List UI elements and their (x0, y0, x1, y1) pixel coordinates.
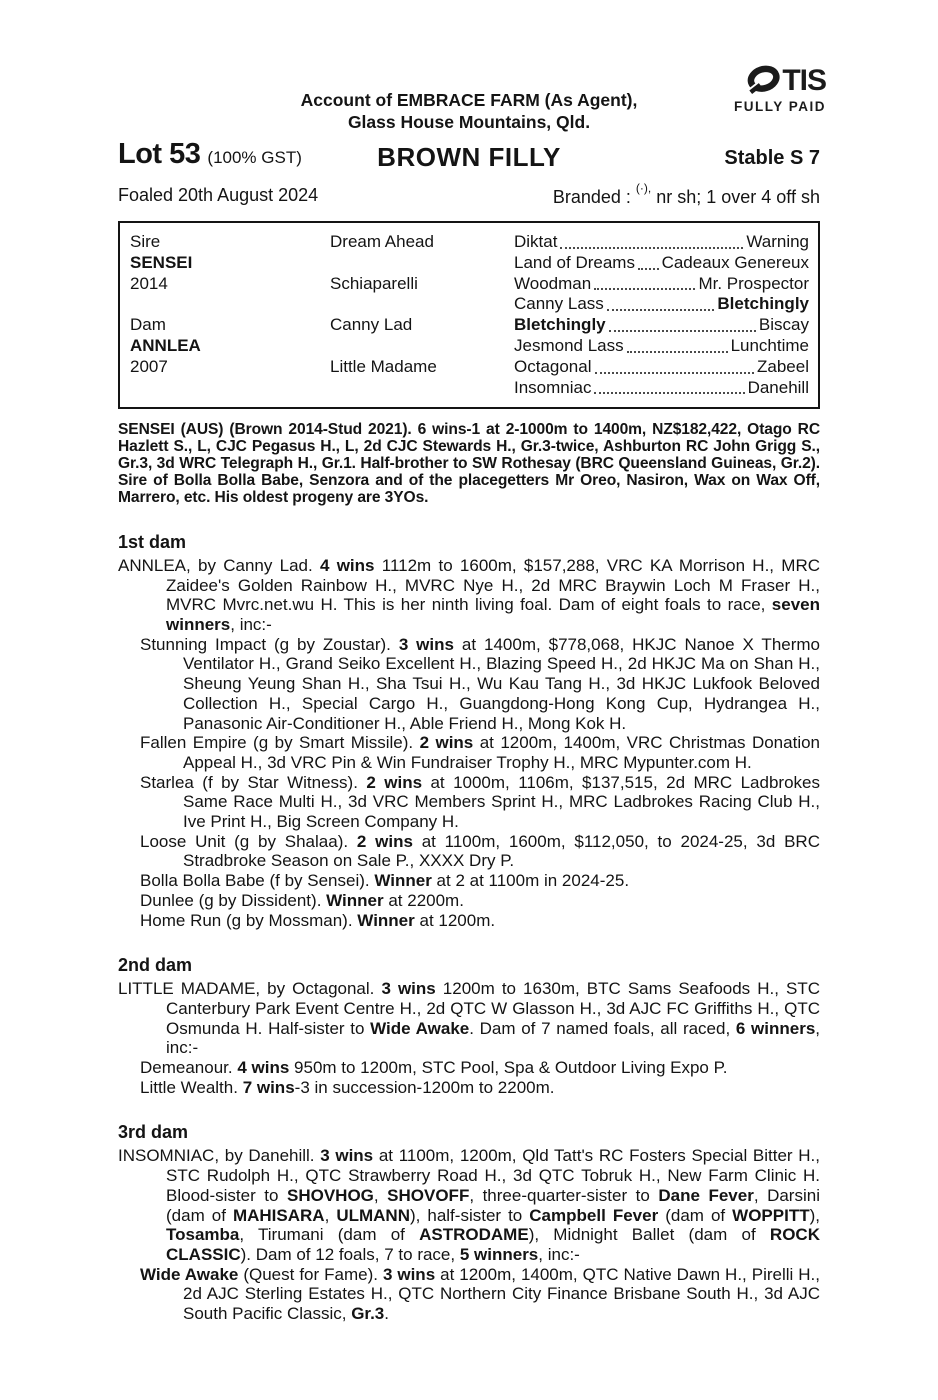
emphasized-text: Wide Awake (370, 1018, 470, 1038)
body-text: , inc:- (538, 1245, 580, 1264)
progeny-entry (118, 733, 820, 772)
ancestor-name: Insomniac (514, 377, 592, 397)
body-text: at 1200m. (414, 910, 496, 930)
pedigree-gen3-cell (514, 378, 809, 399)
body-text: -3 in succession-1200m to 2200m. (294, 1077, 555, 1097)
ancestor-name: Danehill (747, 377, 809, 397)
progeny-entry (118, 832, 820, 871)
emphasized-text: 3 wins (381, 979, 436, 999)
emphasized-text: 7 wins (242, 1077, 295, 1097)
brand-mark-symbol: (·), (635, 181, 652, 195)
body-text: Stunning Impact (g by Zoustar). (140, 634, 399, 654)
emphasized-text: 4 wins (237, 1058, 290, 1078)
emphasized-text: 3 wins (320, 1146, 374, 1166)
emphasized-text: Tosamba (166, 1225, 240, 1245)
ancestor-name: Cadeaux Genereux (661, 252, 809, 272)
ancestor-name: Octagonal (514, 356, 592, 376)
branded-text: nr sh; 1 over 4 off sh (656, 187, 820, 207)
emphasized-text: 2 wins (356, 831, 413, 851)
emphasized-text: MAHISARA (232, 1205, 325, 1225)
pedigree-table (118, 221, 820, 409)
emphasized-text: Winner (374, 871, 432, 891)
emphasized-text: ROCK CLASSIC (166, 1225, 820, 1264)
body-text: ), Midnight Ballet (dam of (528, 1225, 770, 1245)
pedigree-gen3-cell (514, 315, 809, 336)
ancestor-name: Zabeel (757, 356, 809, 376)
vendor-account (118, 90, 820, 133)
pedigree-gen1-cell: 2007 (130, 356, 168, 376)
dotted-leader (609, 315, 756, 332)
pedigree-gen2-cell: Canny Lad (330, 315, 413, 335)
pedigree-gen3-cell (514, 294, 809, 315)
body-text: Fallen Empire (g by Smart Missile). (140, 733, 420, 753)
body-text: . Dam of 7 named foals, all raced, (469, 1018, 736, 1038)
body-text: Starlea (f by Star Witness). (140, 772, 367, 792)
section-heading: 3rd dam (118, 1122, 189, 1143)
ancestor-name: Lunchtime (730, 335, 809, 355)
dotted-leader (594, 378, 744, 395)
body-text: at 1100m, 1600m, $112,050, to 2024-25, 3d BRC Stradbroke Season on Sale P., XXXX Dry P. (183, 831, 820, 871)
progeny-entry (118, 1078, 820, 1098)
pedigree-row (130, 378, 809, 399)
emphasized-text: WOPPITT (732, 1205, 810, 1225)
pedigree-row (130, 336, 809, 357)
progeny-entry (118, 871, 820, 891)
pedigree-gen2-cell (330, 253, 514, 274)
body-text: , (324, 1205, 337, 1225)
dotted-leader (595, 357, 755, 374)
body-text: at 1400m, $778,068, HKJC Nanoe X Thermo Ventilator H., Grand Seiko Excellent H., Blazing Speed H., 2d HKJC Ma on Shan H., Sheung Yeung Shan H., Sha Tsui H., Wu Kau Tang H., 3d HKJC Lukfook Beloved Collection H., Special Cargo H., Guangdong-Hong Kong Cup, Hydrangea H., Panasonic Air-Conditioner H., Able Friend H., Mong Kok H. (183, 634, 820, 733)
lot-number: Lot 53 (118, 138, 201, 170)
emphasized-text: Dane Fever (658, 1185, 754, 1205)
logo-subtitle: FULLY PAID (733, 99, 826, 114)
brand-description (552, 181, 820, 208)
body-text: , inc:- (230, 615, 272, 635)
body-text: at 1200m, 1400m, VRC Christmas Donation Appeal H., 3d VRC Pin & Win Fundraiser Trophy H., MRC Mypunter.com H. (183, 733, 821, 772)
progeny-entry (118, 891, 820, 911)
stable-number: Stable S 7 (724, 147, 820, 169)
gst-note: (100% GST) (207, 148, 302, 167)
pedigree-row (130, 274, 809, 295)
body-text: INSOMNIAC, by Danehill. (118, 1146, 321, 1166)
emphasized-text: SHOVOFF (387, 1185, 470, 1205)
pedigree-gen2-cell: Little Madame (330, 356, 437, 376)
dotted-leader (560, 232, 743, 249)
dotted-leader (627, 336, 728, 353)
pedigree-gen3-cell (514, 232, 809, 253)
dam-paragraph (118, 979, 820, 1058)
body-text: ), half-sister to (409, 1205, 530, 1225)
section-heading: 2nd dam (118, 955, 193, 976)
body-text: at 2 at 1100m in 2024-25. (431, 871, 630, 891)
ancestor-name: Canny Lass (514, 294, 604, 314)
body-text: . (384, 1304, 390, 1324)
page-header (118, 0, 826, 208)
vendor-account-line: Account of EMBRACE FARM (As Agent), (300, 90, 638, 110)
pedigree-gen1-cell: 2014 (130, 273, 168, 293)
foaled-date: Foaled 20th August 2024 (118, 185, 319, 205)
emphasized-text: 3 wins (398, 634, 454, 654)
pedigree-row (130, 232, 809, 253)
body-text: at 1000m, 1106m, $137,515, 2d MRC Ladbrokes Same Race Multi H., 3d VRC Members Sprint H., MRC Ladbrokes Racing Club H., Ive Print H., Big Screen Company H. (183, 772, 820, 832)
body-text: at 1100m, 1200m, Qld Tatt's RC Fosters Special Bitter H., STC Rudolph H., QTC Strawberry Road H., 3d QTC Tobruk H., New Farm Clinic H. Blood-sister to (166, 1146, 820, 1205)
section-heading: 1st dam (118, 531, 187, 552)
page-content (118, 0, 826, 1324)
body-text: Bolla Bolla Babe (f by Sensei). (140, 871, 375, 891)
body-text: ), (809, 1205, 820, 1225)
body-text: , three-quarter-sister to (469, 1185, 659, 1205)
pedigree-gen2-cell: Schiaparelli (330, 273, 418, 293)
ancestor-name: Jesmond Lass (514, 335, 624, 355)
emphasized-text: 4 wins (319, 555, 375, 575)
body-text: , Tirumani (dam of (239, 1225, 420, 1245)
body-text: Loose Unit (g by Shalaa). (140, 831, 357, 851)
body-text: 1112m to 1600m, $157,288, VRC KA Morrison H., MRC Zaidee's Golden Rainbow H., MVRC Nye H., 2d MRC Braywin Loch M Fraser H., MVRC Mvrc.net.wu H. This is her ninth living foal. Dam of eight foals to race, (166, 555, 821, 615)
lot-row (118, 138, 820, 174)
emphasized-text: Gr.3 (351, 1304, 385, 1324)
body-text: , Darsini (dam of (166, 1185, 820, 1225)
emphasized-text: 3 wins (382, 1264, 436, 1284)
body-text: 950m to 1200m, STC Pool, Spa & Outdoor Living Expo P. (289, 1058, 728, 1078)
pedigree-gen2-cell: Dream Ahead (330, 232, 434, 251)
pedigree-gen1-cell: SENSEI (130, 252, 193, 272)
dam-paragraph (118, 1146, 820, 1264)
emphasized-text: 2 wins (366, 772, 423, 792)
logo-text: TIS (782, 64, 826, 97)
emphasized-text: Winner (357, 910, 415, 930)
ancestor-name: Warning (746, 232, 809, 251)
qtis-logo (734, 64, 826, 114)
progeny-entry (118, 1265, 820, 1324)
foaled-row (118, 181, 820, 208)
pedigree-gen3-cell (514, 274, 809, 295)
body-text: Dunlee (g by Dissident). (140, 890, 327, 910)
body-text: at 2200m. (383, 890, 464, 910)
body-text: Home Run (g by Mossman). (140, 910, 358, 930)
qtis-q-icon (744, 65, 782, 97)
pedigree-gen1-cell (130, 378, 330, 399)
pedigree-gen2-cell (330, 378, 514, 399)
ancestor-name: Bletchingly (717, 294, 809, 314)
pedigree-row (130, 253, 809, 274)
body-text: , inc:- (166, 1018, 821, 1058)
body-text: (dam of (658, 1205, 733, 1225)
vendor-location-line: Glass House Mountains, Qld. (347, 111, 591, 132)
emphasized-text: ASTRODAME (419, 1225, 529, 1245)
pedigree-gen1-cell: Dam (130, 315, 166, 335)
body-text: ANNLEA, by Canny Lad. (118, 555, 320, 575)
body-text: ). Dam of 12 foals, 7 to race, (240, 1245, 460, 1264)
emphasized-text: ULMANN (336, 1205, 410, 1225)
pedigree-row (130, 294, 809, 315)
emphasized-text: SHOVHOG (287, 1185, 374, 1205)
body-text: Little Wealth. (140, 1077, 243, 1097)
sire-summary: SENSEI (AUS) (Brown 2014-Stud 2021). 6 wins-1 at 2-1000m to 1400m, NZ$182,422, Otago RC Hazlett S., L, CJC Pegasus H., L, 2d CJC Stewards H., Gr.3-twice, Ashburton RC John Grigg S., Gr.3, 3d WRC Telegraph H., Gr.1. Half-brother to SW Rothesay (BRC Queensland Guineas, Gr.2). Sire of Bolla Bolla Babe, Senzora and of the placegetters Mr Oreo, Nasiron, Wax on Wax Off, Marrero, etc. His oldest progeny are 3YOs. (118, 421, 820, 506)
dotted-leader (638, 253, 659, 270)
emphasized-text: Campbell Fever (529, 1205, 659, 1225)
body-text: Demeanour. (140, 1058, 238, 1078)
emphasized-text: 2 wins (419, 733, 474, 753)
emphasized-text: seven winners (166, 595, 820, 635)
ancestor-name: Biscay (758, 315, 809, 335)
pedigree-gen1-cell: ANNLEA (130, 335, 201, 355)
pedigree-gen1-cell: Sire (130, 232, 161, 251)
dam-paragraph (118, 556, 820, 635)
progeny-entry (118, 1058, 820, 1078)
ancestor-name: Diktat (514, 232, 558, 251)
progeny-entry (118, 773, 820, 832)
pedigree-gen3-cell (514, 336, 809, 357)
body-text: at 1200m, 1400m, QTC Native Dawn H., Pirelli H., 2d AJC Sterling Estates H., QTC Northern City Finance Brisbane South H., 3d AJC South Pacific Classic, (183, 1264, 821, 1324)
ancestor-name: Land of Dreams (514, 252, 635, 272)
qtis-logo-row (734, 64, 826, 98)
emphasized-text: Wide Awake (140, 1264, 239, 1284)
emphasized-text: Winner (326, 890, 384, 910)
body-text: 1200m to 1630m, BTC Sams Seafoods H., STC Canterbury Park Event Centre H., 2d QTC W Glasson H., 3d AJC FC Griffiths H., QTC Osmunda H. Half-sister to (166, 979, 820, 1038)
pedigree-gen3-cell (514, 253, 809, 274)
pedigree-gen3-cell (514, 357, 809, 378)
emphasized-text: 5 winners (459, 1245, 539, 1264)
dotted-leader (607, 294, 715, 311)
dam-sections (118, 532, 820, 1324)
body-text: LITTLE MADAME, by Octagonal. (118, 979, 382, 999)
ancestor-name: Bletchingly (514, 315, 606, 335)
ancestor-name: Mr. Prospector (698, 273, 809, 293)
body-text: , (373, 1185, 388, 1205)
dotted-leader (594, 274, 695, 291)
progeny-entry (118, 635, 820, 734)
pedigree-gen1-cell (130, 294, 330, 315)
emphasized-text: 6 winners (735, 1018, 816, 1038)
pedigree-row (130, 315, 809, 336)
horse-title: BROWN FILLY (377, 142, 561, 172)
pedigree-gen2-cell (330, 294, 514, 315)
pedigree-gen2-cell (330, 336, 514, 357)
ancestor-name: Woodman (514, 273, 592, 293)
branded-label: Branded : (552, 187, 631, 207)
body-text: (Quest for Fame). (238, 1264, 383, 1284)
pedigree-row (130, 357, 809, 378)
progeny-entry (118, 911, 820, 931)
